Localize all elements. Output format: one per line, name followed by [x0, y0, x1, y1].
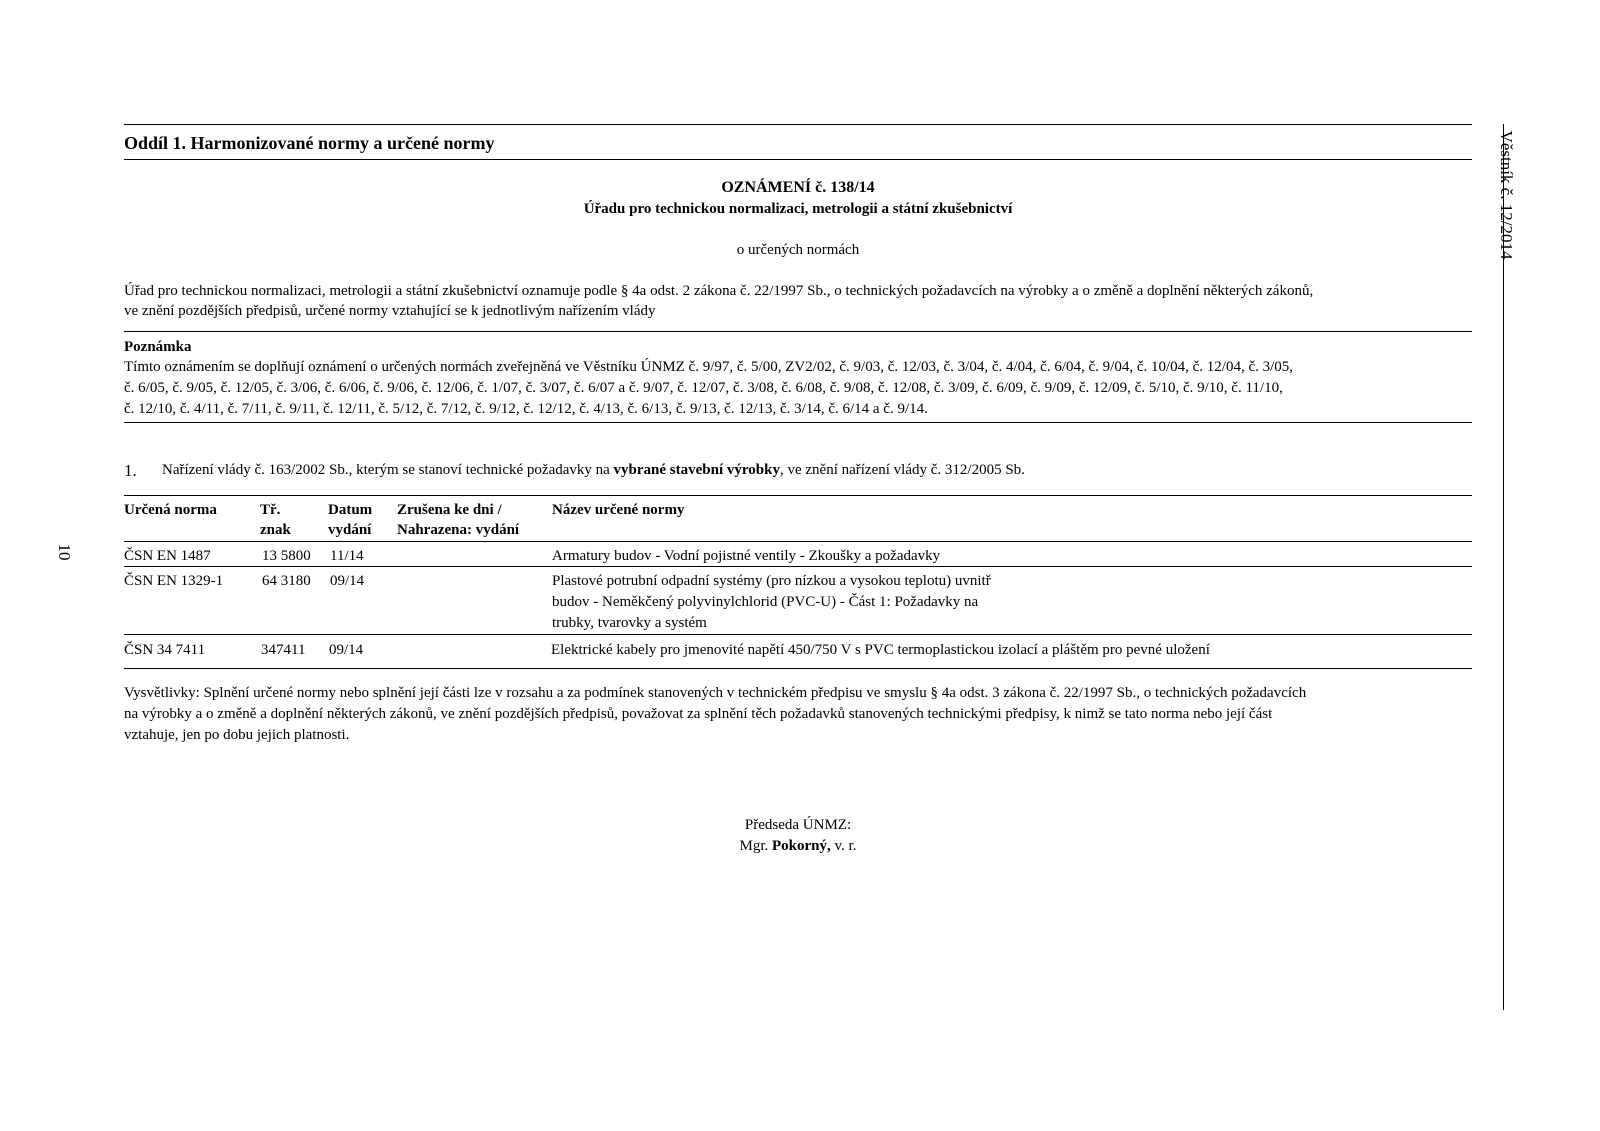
regulation-text [162, 460, 1025, 480]
cell-name: Elektrické kabely pro jmenovité napětí 450/750 V s PVC termoplastickou izolací a pláštěm pro pevné uložení [551, 642, 1210, 658]
header-norm: Určená norma [124, 502, 217, 518]
cell-name: Armatury budov - Vodní pojistné ventily - Zkoušky a požadavky [552, 548, 941, 564]
cell-date: 11/14 [330, 548, 364, 564]
cell-class: 347411 [261, 642, 306, 658]
section-title: Oddíl 1. Harmonizované normy a určené normy [124, 133, 495, 153]
regulation-text-after: , ve znění nařízení vlády č. 312/2005 Sb. [779, 462, 1025, 478]
header-cancel-line-1: Zrušena ke dni / [397, 502, 502, 518]
table-top-rule [124, 495, 1472, 496]
regulation-number: 1. [124, 461, 137, 480]
header-name: Název určené normy [552, 502, 685, 518]
page-number: 10 [55, 543, 74, 561]
cell-name-line-1: Plastové potrubní odpadní systémy (pro nízkou a vysokou teplotu) uvnitř [552, 573, 991, 589]
signature-prefix: Mgr. [739, 838, 773, 854]
cell-class: 64 3180 [262, 573, 311, 589]
regulation-text-bold: vybrané stavební výrobky [613, 462, 780, 478]
table-header-rule [124, 541, 1472, 542]
header-class-line-2: znak [260, 522, 291, 538]
regulation-text-before: Nařízení vlády č. 163/2002 Sb., kterým se stanoví technické požadavky na [162, 462, 614, 478]
row-rule-2 [124, 634, 1472, 635]
note-top-rule [124, 331, 1472, 332]
top-rule [124, 124, 1472, 125]
vertical-header: Věstník č. 12/2014 [1497, 130, 1516, 260]
announcement-topic: o určených normách [736, 242, 860, 258]
signature-role: Předseda ÚNMZ: [744, 817, 852, 833]
cell-name-line-2: budov - Neměkčený polyvinylchlorid (PVC-U) - Část 1: Požadavky na [552, 594, 979, 610]
header-class-line-1: Tř. [260, 502, 281, 518]
cell-norm: ČSN 34 7411 [124, 642, 206, 658]
cell-date: 09/14 [329, 642, 364, 658]
table-bottom-rule [124, 668, 1472, 669]
note-bottom-rule [124, 422, 1472, 423]
note-line-1: Tímto oznámením se doplňují oznámení o určených normách zveřejněná ve Věstníku ÚNMZ č. 9/97, č. 5/00, ZV2/02, č. 9/03, č. 12/03, č. 3/04, č. 4/04, č. 6/04, č. 9/04, č. 10/04, č. 12/04, č. 3/05, [124, 359, 1294, 375]
cell-class: 13 5800 [262, 548, 311, 564]
header-date-line-2: vydání [328, 522, 372, 538]
signature-suffix: v. r. [830, 838, 857, 854]
note-line-2: č. 6/05, č. 9/05, č. 12/05, č. 3/06, č. 6/06, č. 9/06, č. 12/06, č. 1/07, č. 3/07, č. 6/07 a č. 9/07, č. 12/07, č. 3/08, č. 6/08, č. 9/08, č. 12/08, č. 3/09, č. 6/09, č. 9/09, č. 12/09, č. 5/10, č. 9/10, č. 11/10, [124, 380, 1283, 396]
announcement-subtitle: Úřadu pro technickou normalizaci, metrologii a státní zkušebnictví [583, 201, 1013, 217]
explanation-line-2: na výrobky a o změně a doplnění některých zákonů, ve znění pozdějších předpisů, považovat za splnění těch požadavků stanovených technickými předpisy, k nimž se tato norma nebo její část [124, 706, 1273, 722]
note-heading: Poznámka [124, 339, 192, 355]
explanation-line-1: Vysvětlivky: Splnění určené normy nebo splnění její části lze v rozsahu a za podmínek stanovených v technickém předpisu ve smyslu § 4a odst. 3 zákona č. 22/1997 Sb., o technických požadavcích [124, 685, 1307, 701]
signature-name-line [124, 836, 1472, 856]
header-cancel-line-2: Nahrazena: vydání [397, 522, 520, 538]
section-title-rule [124, 159, 1472, 160]
explanation-line-3: vztahuje, jen po dobu jejich platnosti. [124, 727, 350, 743]
cell-date: 09/14 [330, 573, 365, 589]
cell-norm: ČSN EN 1487 [124, 548, 211, 564]
signature-name: Pokorný, [772, 838, 831, 854]
intro-line-1: Úřad pro technickou normalizaci, metrologii a státní zkušebnictví oznamuje podle § 4a odst. 2 zákona č. 22/1997 Sb., o technických požadavcích na výrobky a o změně a doplnění některých zákonů, [124, 283, 1314, 299]
header-date-line-1: Datum [328, 502, 373, 518]
cell-norm: ČSN EN 1329-1 [124, 573, 224, 589]
note-line-3: č. 12/10, č. 4/11, č. 7/11, č. 9/11, č. 12/11, č. 5/12, č. 7/12, č. 9/12, č. 12/12, č. 4/13, č. 6/13, č. 9/13, č. 12/13, č. 3/14, č. 6/14 a č. 9/14. [124, 401, 928, 417]
announcement-title: OZNÁMENÍ č. 138/14 [721, 179, 875, 196]
row-rule-1 [124, 566, 1472, 567]
right-vertical-rule [1503, 124, 1504, 1010]
cell-name-line-3: trubky, tvarovky a systém [552, 615, 707, 631]
intro-line-2: ve znění pozdějších předpisů, určené normy vztahující se k jednotlivým nařízením vlády [124, 303, 656, 319]
